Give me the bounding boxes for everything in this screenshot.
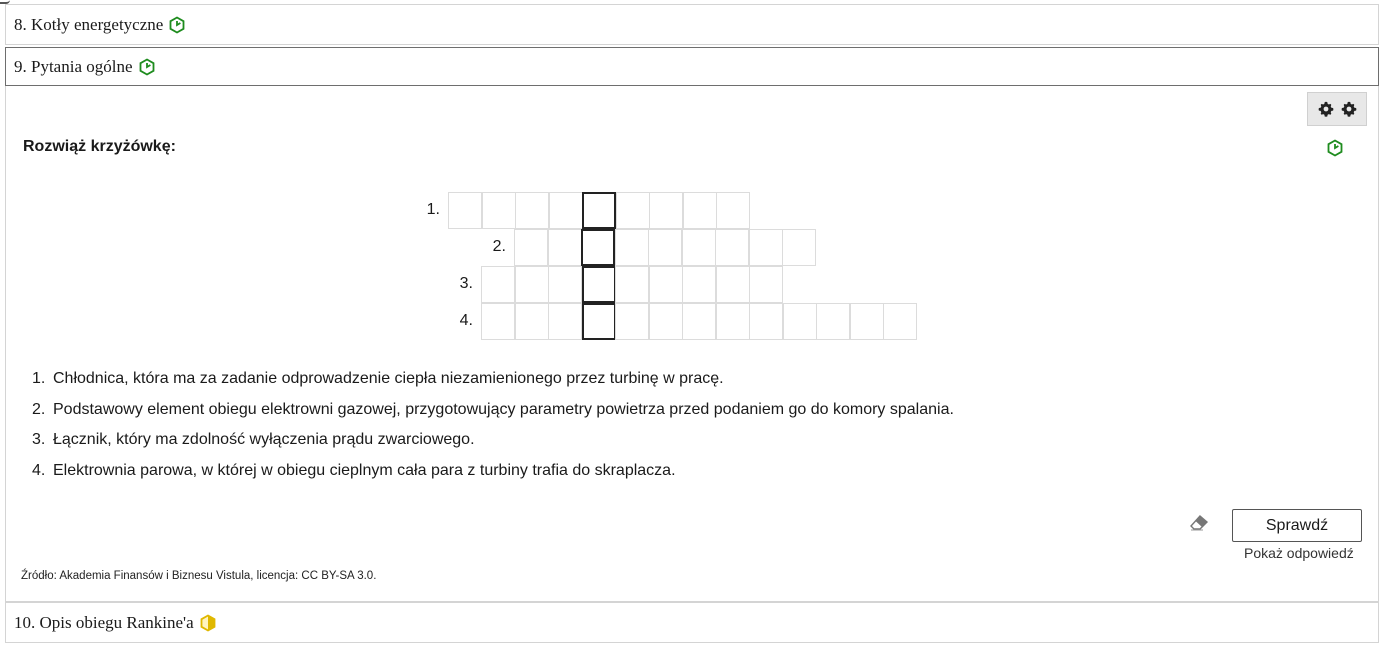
crossword-key-cell[interactable] — [582, 192, 616, 229]
crossword-cell[interactable] — [615, 229, 649, 266]
crossword-cell[interactable] — [682, 303, 716, 340]
clue-text: Chłodnica, która ma za zadanie odprowadzenie ciepła niezamienionego przez turbinę w pracę. — [53, 370, 724, 387]
source-caption: Źródło: Akademia Finansów i Biznesu Vistula, licencja: CC BY-SA 3.0. — [21, 570, 377, 582]
crossword-cell[interactable] — [548, 229, 582, 266]
section-header-9[interactable] — [5, 47, 1379, 86]
task-title: Rozwiąż krzyżówkę: — [23, 138, 176, 155]
crossword-cell[interactable] — [850, 303, 884, 340]
check-button[interactable]: Sprawdź — [1232, 509, 1362, 542]
clue-text: Podstawowy element obiegu elektrowni gazowej, przygotowujący parametry powietrza przed podaniem go do komory spalania. — [53, 400, 954, 418]
list-item: 4. Elektrownia parowa, w której w obiegu cieplnym cała para z turbiny trafia do skraplacza. — [32, 461, 676, 479]
section-header-8[interactable] — [5, 4, 1379, 45]
crossword-cell[interactable] — [816, 303, 850, 340]
list-item: 3. Łącznik, który ma zdolność wyłączenia prądu zwarciowego. — [32, 431, 475, 448]
crossword-cell[interactable] — [649, 266, 683, 303]
crossword-row-number: 4. — [459, 312, 473, 329]
crossword-row-number: 2. — [492, 238, 506, 255]
crossword-cell[interactable] — [548, 266, 582, 303]
crossword-key-cell[interactable] — [582, 266, 616, 303]
task-panel — [5, 86, 1379, 602]
crossword-cell[interactable] — [682, 229, 716, 266]
settings-toolbar — [1307, 92, 1367, 126]
gear-icon[interactable] — [1341, 101, 1357, 117]
section-title: 10. Opis obiegu Rankine'a — [14, 612, 194, 632]
section-title: 9. Pytania ogólne — [14, 56, 133, 76]
crossword-cell[interactable] — [448, 192, 482, 229]
section-header-10[interactable] — [5, 602, 1379, 643]
crossword-cell[interactable] — [515, 303, 549, 340]
crossword-cell[interactable] — [749, 229, 783, 266]
crossword-cell[interactable] — [883, 303, 917, 340]
crossword-cell[interactable] — [716, 266, 750, 303]
crossword-cell[interactable] — [649, 303, 683, 340]
crossword-cell[interactable] — [515, 192, 549, 229]
green-hexagon-icon — [168, 16, 186, 34]
crossword-cell[interactable] — [648, 229, 682, 266]
crossword-cell[interactable] — [514, 229, 548, 266]
clue-text: Elektrownia parowa, w której w obiegu cieplnym cała para z turbiny trafia do skraplacza. — [53, 461, 676, 479]
crossword-cell[interactable] — [515, 266, 549, 303]
crossword-cell[interactable] — [481, 303, 515, 340]
crossword-key-cell[interactable] — [581, 229, 615, 266]
crossword-cell[interactable] — [782, 229, 816, 266]
crossword-cell[interactable] — [749, 266, 783, 303]
green-hexagon-icon — [138, 58, 156, 76]
list-item: 2. Podstawowy element obiegu elektrowni gazowej, przygotowujący parametry powietrza przed podaniem go do komory spalania. — [32, 400, 954, 418]
clue-list — [32, 368, 954, 490]
green-hexagon-icon — [1326, 139, 1344, 157]
crossword-cell[interactable] — [682, 266, 716, 303]
crossword-cell[interactable] — [615, 303, 649, 340]
crossword-cell[interactable] — [482, 192, 516, 229]
crossword-cell[interactable] — [615, 266, 649, 303]
yellow-hexagon-icon — [199, 614, 217, 632]
gear-icon[interactable] — [1318, 101, 1334, 117]
crossword-cell[interactable] — [649, 192, 683, 229]
list-item: 1. Chłodnica, która ma za zadanie odprowadzenie ciepła niezamienionego przez turbinę w pracę. — [32, 370, 724, 387]
clue-text: Łącznik, który ma zdolność wyłączenia prądu zwarciowego. — [53, 431, 475, 448]
crossword-cell[interactable] — [683, 192, 717, 229]
crossword-cell[interactable] — [549, 192, 583, 229]
crossword-row-number: 3. — [459, 275, 473, 292]
crossword-cell[interactable] — [783, 303, 817, 340]
crossword-cell[interactable] — [716, 192, 750, 229]
crossword-key-cell[interactable] — [582, 303, 616, 340]
crossword-row-number: 1. — [426, 201, 440, 218]
crossword-cell[interactable] — [616, 192, 650, 229]
crossword-cell[interactable] — [548, 303, 582, 340]
crossword-cell[interactable] — [716, 303, 750, 340]
crossword-cell[interactable] — [715, 229, 749, 266]
section-title: 8. Kotły energetyczne — [14, 14, 164, 34]
crossword-cell[interactable] — [749, 303, 783, 340]
show-answer-link[interactable]: Pokaż odpowiedź — [1244, 545, 1354, 561]
eraser-icon[interactable] — [1189, 514, 1209, 532]
crossword-cell[interactable] — [481, 266, 515, 303]
